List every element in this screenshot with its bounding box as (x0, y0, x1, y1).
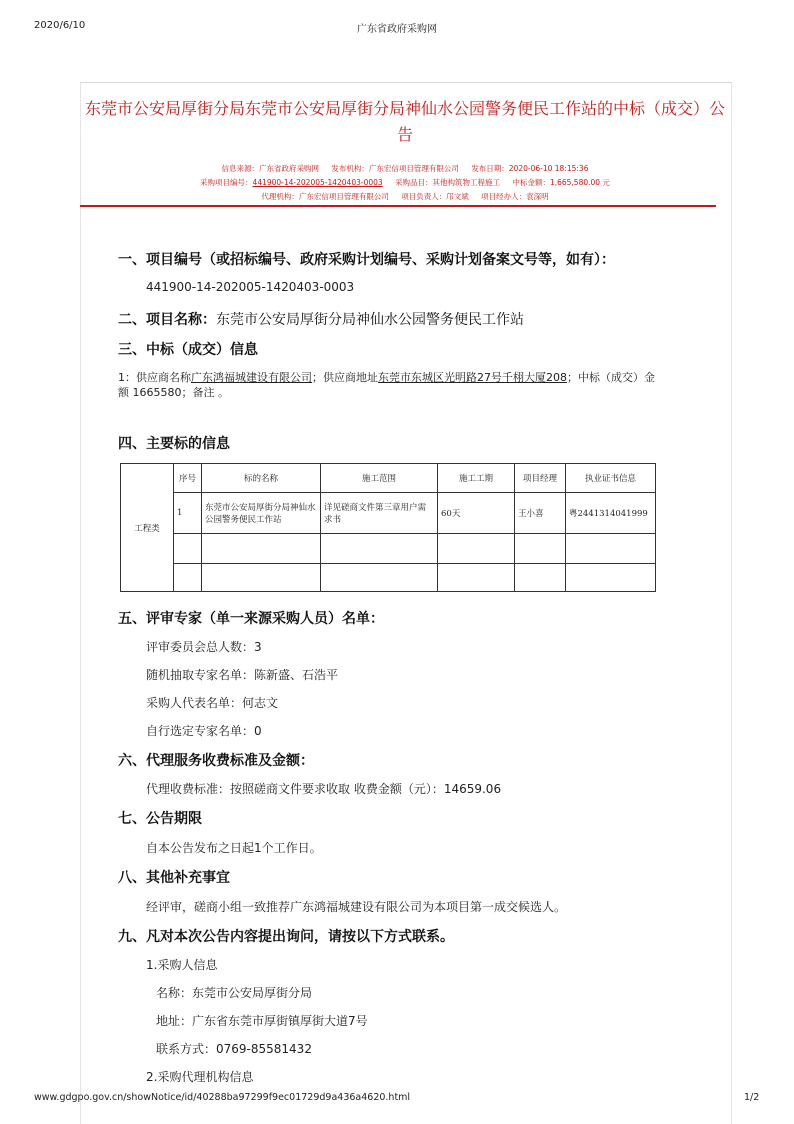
meta-manager: 项目经办人：袁深明 (481, 192, 549, 201)
meta-amount: 中标金额：1,665,580.00 元 (512, 178, 610, 187)
td-duration: 60天 (438, 493, 515, 534)
print-site-title: 广东省政府采购网 (357, 24, 437, 35)
empty-cell (515, 534, 566, 564)
subject-table (120, 463, 656, 592)
meta-date: 发布日期：2020-06-10 18:15:36 (471, 164, 589, 173)
empty-cell (174, 534, 202, 564)
section-1-heading: 一、项目编号（或招标编号、政府采购计划编号、采购计划备案文号等，如有）： (118, 252, 615, 268)
empty-cell (566, 534, 656, 564)
supplementary-note: 经评审，磋商小组一致推荐广东鸿福城建设有限公司为本项目第一成交候选人。 (146, 900, 567, 914)
section-2-value: 东莞市公安局厚街分局神仙水公园警务便民工作站 (216, 312, 524, 328)
notice-meta-row-2 (82, 177, 728, 188)
section-3-heading: 三、中标（成交）信息 (118, 342, 258, 358)
meta-project-no (200, 178, 383, 187)
table-category-cell: 工程类 (121, 464, 174, 592)
buyer-phone: 联系方式：0769-85581432 (156, 1042, 312, 1056)
th-certificate: 执业证书信息 (566, 464, 656, 493)
td-manager: 王小喜 (515, 493, 566, 534)
committee-total: 评审委员会总人数：3 (146, 640, 262, 654)
table-header-row (121, 464, 656, 493)
supplier-name-label: 1：供应商名称 (118, 371, 191, 384)
empty-cell (438, 534, 515, 564)
th-scope: 施工范围 (321, 464, 438, 493)
section-2-label: 二、项目名称： (118, 312, 216, 328)
meta-project-no-label: 采购项目编号： (200, 178, 253, 187)
empty-cell (321, 564, 438, 592)
td-certificate: 粤2441314041999 (566, 493, 656, 534)
empty-cell (321, 534, 438, 564)
th-duration: 施工工期 (438, 464, 515, 493)
purchaser-representative: 采购人代表名单：何志文 (146, 696, 279, 710)
section-4-heading: 四、主要标的信息 (118, 436, 230, 452)
section-9-heading: 九、凡对本次公告内容提出询问，请按以下方式联系。 (118, 929, 454, 945)
meta-agency: 代理机构：广东宏信项目管理有限公司 (261, 192, 389, 201)
supplier-name: 广东鸿福城建设有限公司 (191, 371, 312, 384)
agency-fee: 代理收费标准：按照磋商文件要求收取 收费金额（元）：14659.06 (146, 782, 502, 796)
th-seq: 序号 (174, 464, 202, 493)
print-url: www.gdgpo.gov.cn/showNotice/id/40288ba97299f9ec01729d9a436a4620.html (34, 1092, 411, 1103)
award-amount-label: ；中标（成交）金 (567, 371, 655, 384)
meta-leader: 项目负责人：邝文斌 (401, 192, 469, 201)
buyer-info-title: 1.采购人信息 (146, 958, 218, 972)
td-seq: 1 (174, 493, 202, 534)
section-1-value: 441900-14-202005-1420403-0003 (146, 280, 355, 294)
table-row-empty (121, 564, 656, 592)
table-row (121, 493, 656, 534)
notice-meta-row-3 (82, 191, 728, 202)
random-experts: 随机抽取专家名单：陈新盛、石浩平 (146, 668, 339, 682)
notice-meta-row-1 (82, 163, 728, 174)
empty-cell (515, 564, 566, 592)
supplier-address: 东莞市东城区光明路27号千栩大厦208 (378, 371, 567, 384)
buyer-address: 地址：广东省东莞市厚街镇厚街大道7号 (156, 1014, 368, 1028)
meta-project-no-link[interactable]: 441900-14-202005-1420403-0003 (252, 178, 383, 187)
agency-info-title: 2.采购代理机构信息 (146, 1070, 254, 1084)
section-2-heading (118, 309, 524, 329)
td-scope: 详见磋商文件第三章用户需求书 (321, 493, 438, 534)
meta-publisher: 发布机构：广东宏信项目管理有限公司 (331, 164, 459, 173)
title-divider (80, 205, 716, 207)
buyer-name: 名称：东莞市公安局厚街分局 (156, 986, 313, 1000)
section-6-heading: 六、代理服务收费标准及金额： (118, 753, 314, 769)
empty-cell (174, 564, 202, 592)
section-7-heading: 七、公告期限 (118, 811, 202, 827)
section-3-line-2: 额 1665580；备注 。 (118, 386, 229, 399)
empty-cell (438, 564, 515, 592)
empty-cell (566, 564, 656, 592)
meta-category: 采购品目：其他构筑物工程施工 (395, 178, 501, 187)
table-row-empty (121, 534, 656, 564)
th-manager: 项目经理 (515, 464, 566, 493)
section-3-line-1 (118, 369, 655, 385)
th-subject-name: 标的名称 (202, 464, 321, 493)
supplier-address-label: ；供应商地址 (312, 371, 378, 384)
empty-cell (202, 564, 321, 592)
self-selected-experts: 自行选定专家名单：0 (146, 724, 262, 738)
section-8-heading: 八、其他补充事宜 (118, 870, 230, 886)
notice-title: 东莞市公安局厚街分局东莞市公安局厚街分局神仙水公园警务便民工作站的中标（成交）公告 (84, 99, 725, 144)
td-subject-name: 东莞市公安局厚街分局神仙水公园警务便民工作站 (202, 493, 321, 534)
empty-cell (202, 534, 321, 564)
notice-period: 自本公告发布之日起1个工作日。 (146, 841, 322, 855)
print-page-number: 1/2 (744, 1092, 760, 1103)
meta-source: 信息来源：广东省政府采购网 (221, 164, 320, 173)
section-5-heading: 五、评审专家（单一来源采购人员）名单： (118, 611, 384, 627)
print-date: 2020/6/10 (34, 20, 86, 31)
